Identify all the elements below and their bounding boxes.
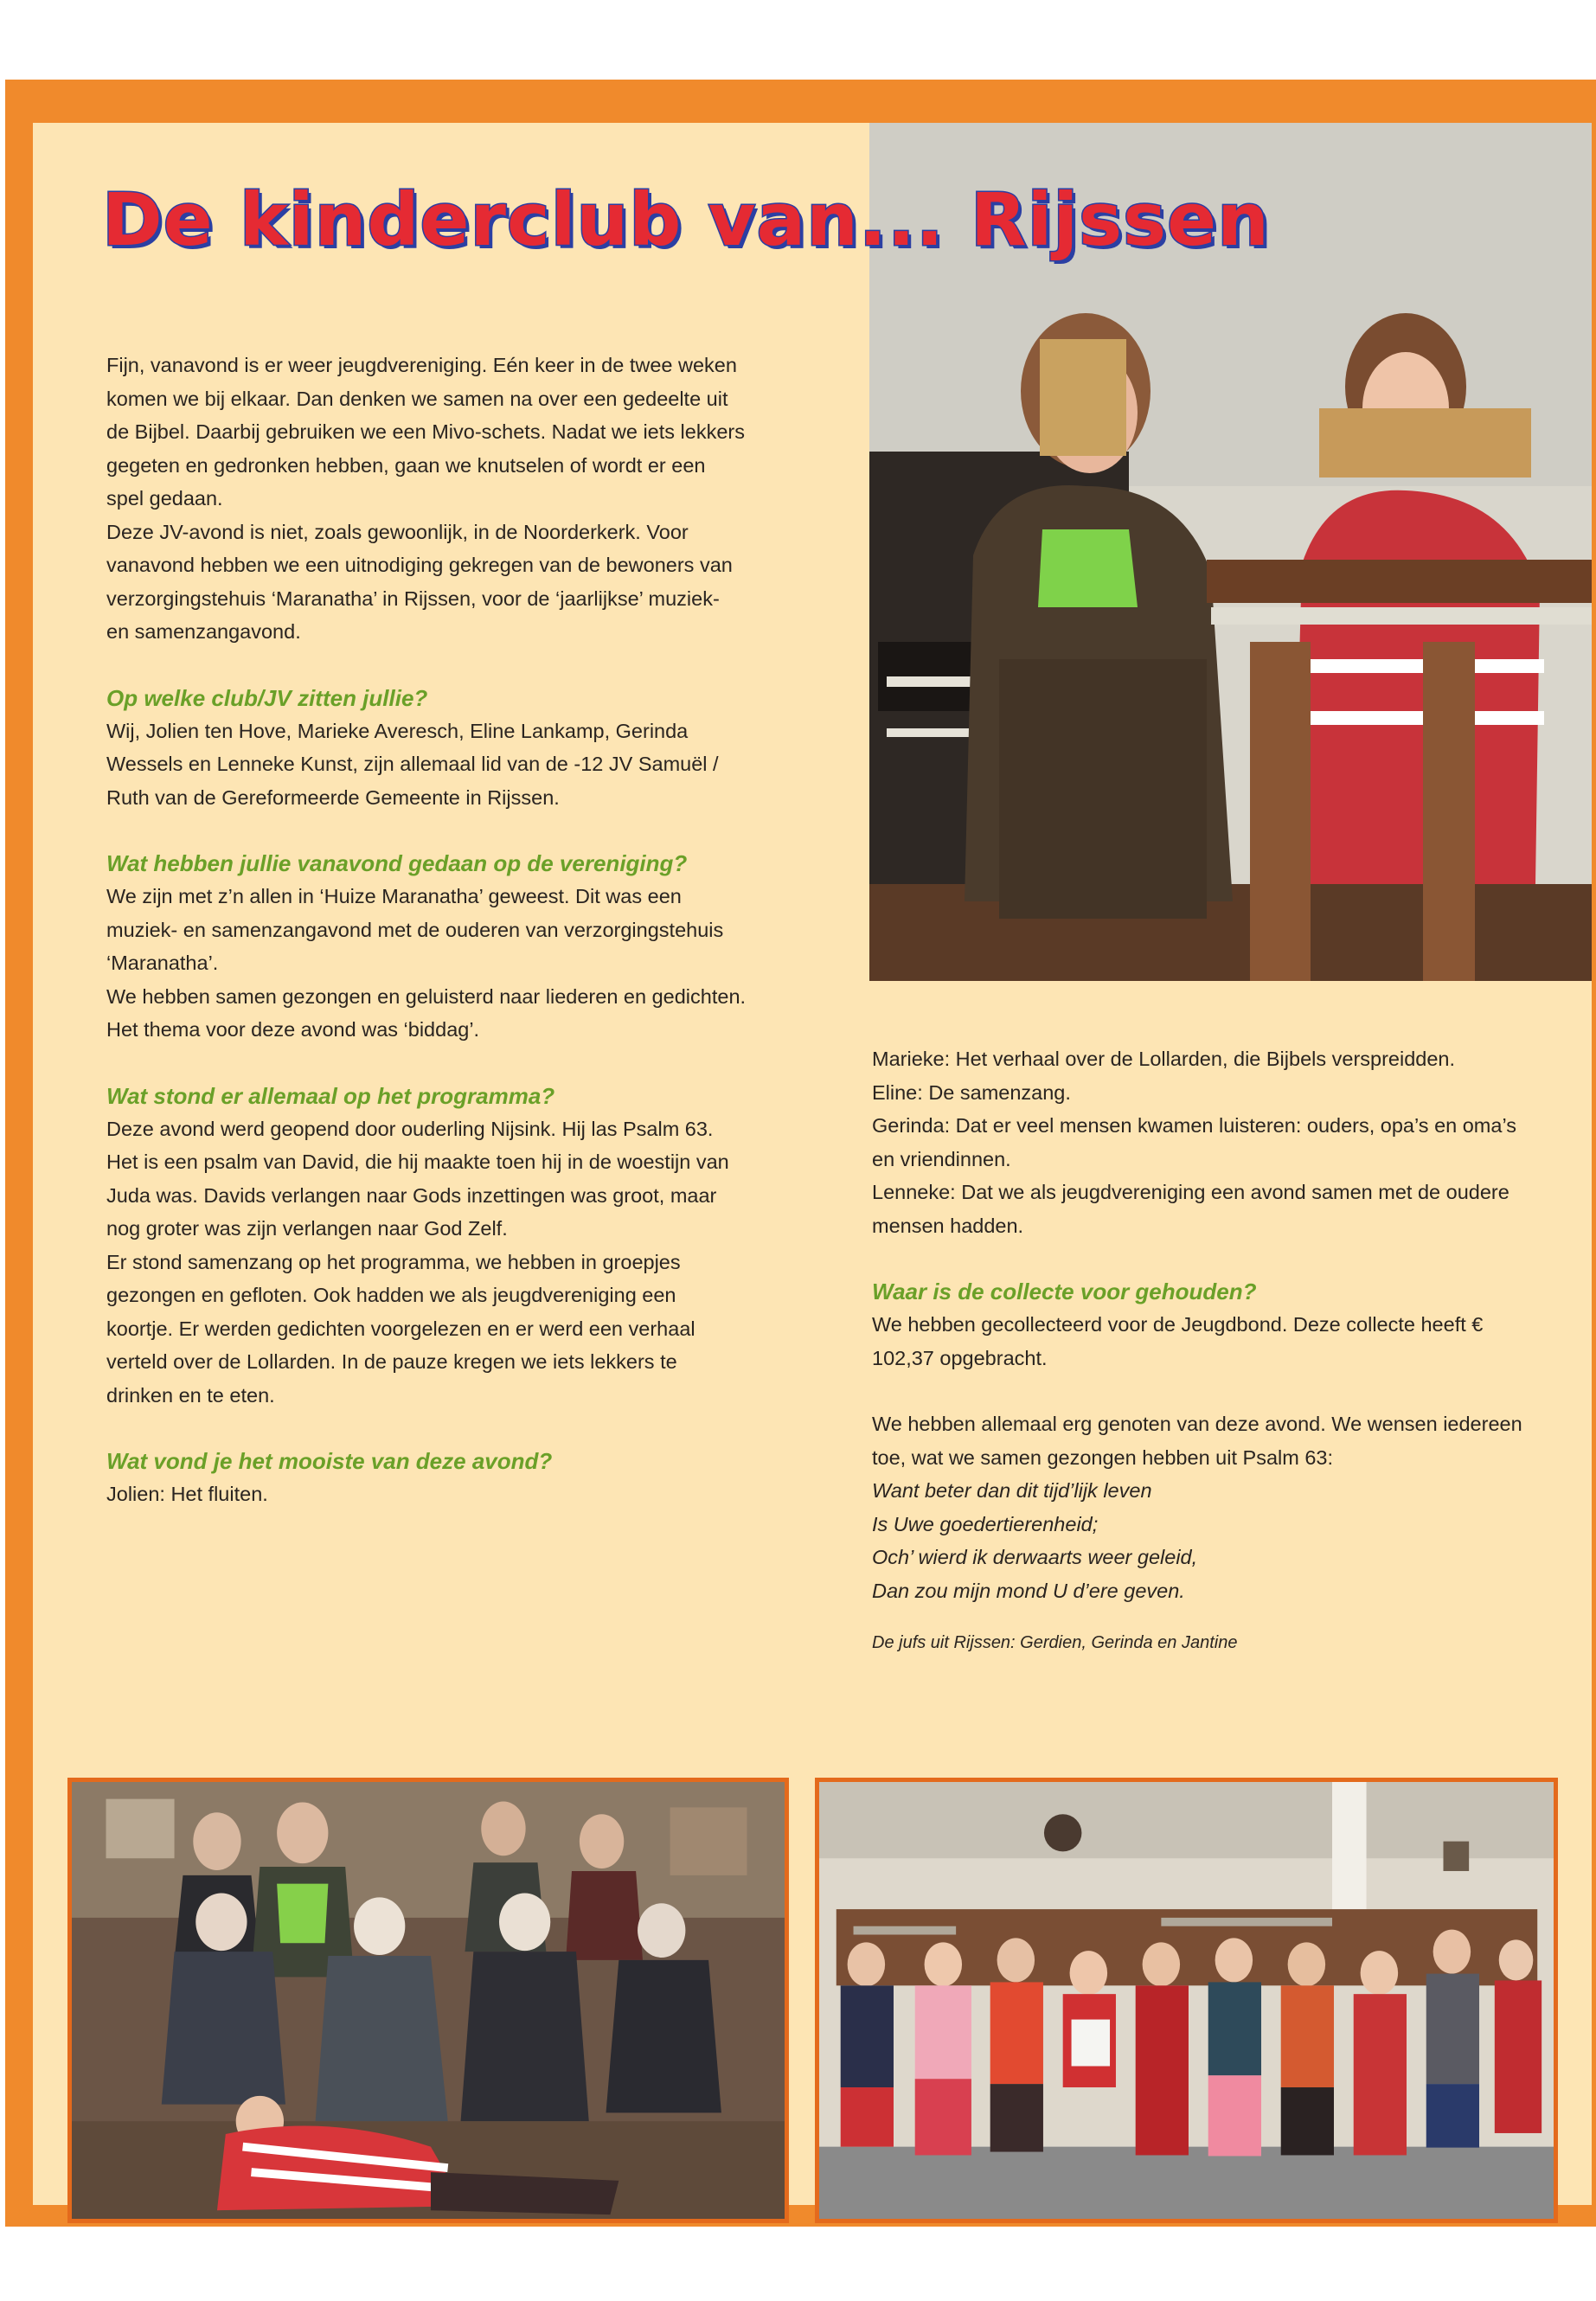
spacer (106, 1047, 747, 1080)
answer-paragraph: We zijn met z’n allen in ‘Huize Maranatha’ geweest. Dit was een muziek- en samenzangavond met de ouderen van verzorgingstehuis ‘Maranatha’. (106, 885, 724, 974)
question-heading: Waar is de collecte voor gehouden? (872, 1279, 1257, 1304)
question-heading: Wat stond er allemaal op het programma? (106, 1082, 555, 1109)
left-column (106, 349, 747, 1511)
answer-paragraph: We hebben samen gezongen en geluisterd naar liederen en gedichten. Het thema voor deze avond was ‘biddag’. (106, 984, 747, 1041)
answer-paragraph: Deze avond werd geopend door ouderling Nijsink. Hij las Psalm 63. Het is een psalm van David, die hij maakte toen hij in de woestijn van Juda was. Davids verlangen naar Gods inzettingen was groot, maar nog groter was zijn verlangen naar God Zelf. (106, 1117, 729, 1240)
photo-girls-choir (815, 1778, 1558, 2223)
poem-line: Is Uwe goedertierenheid; (872, 1512, 1099, 1535)
poem-line: Dan zou mijn mond U d’ere geven. (872, 1579, 1185, 1602)
answer-paragraph: Wij, Jolien ten Hove, Marieke Averesch, Eline Lankamp, Gerinda Wessels en Lenneke Kunst, zijn allemaal lid van de -12 JV Samuël / Ruth van de Gereformeerde Gemeente in Rijssen. (106, 719, 719, 809)
answer-paragraph: Marieke: Het verhaal over de Lollarden, die Bijbels verspreidden. (872, 1048, 1456, 1070)
answer-paragraph: Gerinda: Dat er veel mensen kwamen luisteren: ouders, opa’s en oma’s en vriendinnen. (872, 1114, 1517, 1170)
photo-residents-audience (67, 1778, 789, 2223)
spacer (872, 1242, 1529, 1275)
answer-paragraph: We hebben gecollecteerd voor de Jeugdbond. Deze collecte heeft € 102,37 opgebracht. (872, 1313, 1484, 1369)
intro-paragraph-1: Fijn, vanavond is er weer jeugdvereniging. Eén keer in de twee weken komen we bij elkaar. Dan denken we samen na over een gedeelte uit de Bijbel. Daarbij gebruiken we een Mivo-schets. Nadat we iets lekkers gegeten en gedronken hebben, gaan we knutselen of wordt er een spel gedaan. (106, 354, 745, 510)
question-heading: Wat hebben jullie vanavond gedaan op de vereniging? (106, 850, 688, 876)
signature: De jufs uit Rijssen: Gerdien, Gerinda en Jantine (872, 1633, 1238, 1652)
poem-line: Want beter dan dit tijd’lijk leven (872, 1479, 1152, 1502)
answer-paragraph: Jolien: Het fluiten. (106, 1483, 268, 1505)
spacer (106, 814, 747, 847)
closing-paragraph: We hebben allemaal erg genoten van deze avond. We wensen iedereen toe, wat we samen gezongen hebben uit Psalm 63: (872, 1413, 1522, 1469)
poem-line: Och’ wierd ik derwaarts weer geleid, (872, 1546, 1198, 1568)
spacer (106, 649, 747, 682)
answer-paragraph: Er stond samenzang op het programma, we hebben in groepjes gezongen en gefloten. Ook hadden we als jeugdvereniging een koortje. Er werden gedichten voorgelezen en er werd een verhaal verteld over de Lollarden. In de pauze kregen we iets lekkers te drinken en te eten. (106, 1250, 695, 1407)
intro-paragraph-2: Deze JV-avond is niet, zoals gewoonlijk, in de Noorderkerk. Voor vanavond hebben we een uitnodiging gekregen van de bewoners van verzorgingstehuis ‘Maranatha’ in Rijssen, voor de ‘jaarlijkse’ muziek- en samenzangavond. (106, 520, 733, 643)
right-column (872, 1042, 1529, 1660)
page-title: De kinderclub van... Rijssen (102, 177, 1270, 262)
answer-paragraph: Eline: De samenzang. (872, 1080, 1071, 1104)
spacer (106, 1412, 747, 1445)
spacer (872, 1375, 1529, 1407)
question-heading: Wat vond je het mooiste van deze avond? (106, 1448, 553, 1474)
spacer (872, 1607, 1529, 1626)
question-heading: Op welke club/JV zitten jullie? (106, 684, 428, 711)
answer-paragraph: Lenneke: Dat we als jeugdvereniging een avond samen met de oudere mensen hadden. (872, 1181, 1509, 1237)
